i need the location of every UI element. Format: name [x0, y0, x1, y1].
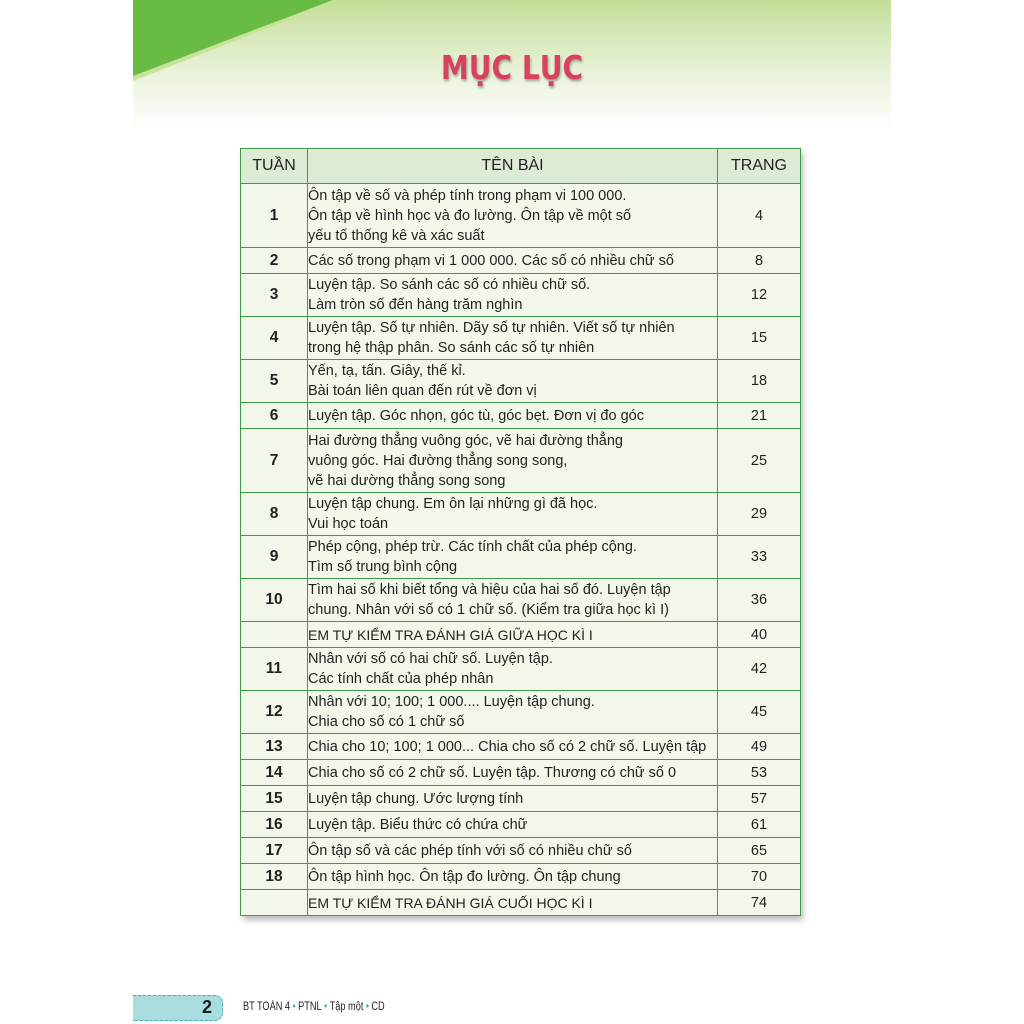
page-number-cell: 61 — [718, 812, 801, 838]
toc-row — [241, 760, 801, 786]
week-cell: 5 — [241, 360, 308, 403]
week-cell — [241, 622, 308, 648]
separator-dot-icon: • — [324, 1001, 328, 1013]
column-header-week: TUẦN — [241, 149, 308, 184]
toc-row — [241, 691, 801, 734]
lesson-title-cell — [308, 274, 718, 317]
week-cell: 7 — [241, 429, 308, 493]
lesson-title-line: Luyện tập. So sánh các số có nhiều chữ số. — [308, 277, 591, 293]
toc-row — [241, 734, 801, 760]
page-number-cell: 49 — [718, 734, 801, 760]
toc-body — [241, 184, 801, 916]
week-cell: 11 — [241, 648, 308, 691]
page-number-cell: 53 — [718, 760, 801, 786]
lesson-title-cell — [308, 317, 718, 360]
page-number-cell: 29 — [718, 493, 801, 536]
separator-dot-icon: • — [365, 1001, 369, 1013]
toc-row — [241, 838, 801, 864]
toc-row — [241, 248, 801, 274]
lesson-title-line: vuông góc. Hai đường thẳng song song, — [308, 452, 568, 469]
lesson-title-line: EM TỰ KIỂM TRA ĐÁNH GIÁ CUỐI HỌC KÌ I — [308, 894, 593, 911]
toc-row — [241, 864, 801, 890]
page-number-cell: 65 — [718, 838, 801, 864]
lesson-title-cell — [308, 864, 718, 890]
toc-row — [241, 648, 801, 691]
lesson-title-line: Tìm hai số khi biết tổng và hiệu của hai số đó. Luyện tập — [308, 582, 671, 598]
week-cell: 12 — [241, 691, 308, 734]
lesson-title-line: Tìm số trung bình cộng — [308, 559, 458, 575]
lesson-title-line: Hai đường thẳng vuông góc, vẽ hai đường thẳng — [308, 432, 623, 449]
lesson-title-line: Ôn tập về số và phép tính trong phạm vi 100 000. — [308, 187, 627, 204]
week-cell: 14 — [241, 760, 308, 786]
toc-row — [241, 317, 801, 360]
page-footer — [133, 995, 891, 1023]
page-number-cell: 15 — [718, 317, 801, 360]
week-cell: 8 — [241, 493, 308, 536]
lesson-title-cell — [308, 812, 718, 838]
separator-dot-icon: • — [292, 1001, 296, 1013]
week-cell: 3 — [241, 274, 308, 317]
lesson-title-line: Làm tròn số đến hàng trăm nghìn — [308, 297, 523, 313]
lesson-title-cell — [308, 734, 718, 760]
toc-table — [240, 148, 801, 916]
page-number-cell: 74 — [718, 890, 801, 916]
lesson-title-cell — [308, 622, 718, 648]
lesson-title-cell — [308, 429, 718, 493]
week-cell: 16 — [241, 812, 308, 838]
lesson-title-line: Chia cho số có 2 chữ số. Luyện tập. Thương có chữ số 0 — [308, 764, 677, 781]
lesson-title-cell — [308, 691, 718, 734]
week-cell: 2 — [241, 248, 308, 274]
page-number-cell: 18 — [718, 360, 801, 403]
book-info — [243, 1001, 385, 1013]
lesson-title-line: Luyện tập chung. Em ôn lại những gì đã học. — [308, 496, 598, 512]
lesson-title-line: Luyện tập. Góc nhọn, góc tù, góc bẹt. Đơn vị đo góc — [308, 407, 644, 424]
lesson-title-line: Luyện tập. Số tự nhiên. Dãy số tự nhiên. Viết số tự nhiên — [308, 320, 675, 336]
toc-row — [241, 579, 801, 622]
week-cell: 4 — [241, 317, 308, 360]
toc-row — [241, 786, 801, 812]
lesson-title-cell — [308, 403, 718, 429]
lesson-title-line: Bài toán liên quan đến rút về đơn vị — [308, 383, 537, 399]
toc-row — [241, 536, 801, 579]
toc-row — [241, 622, 801, 648]
lesson-title-line: Nhân với 10; 100; 1 000.... Luyện tập chung. — [308, 694, 595, 710]
lesson-title-cell — [308, 493, 718, 536]
lesson-title-cell — [308, 536, 718, 579]
lesson-title-cell — [308, 838, 718, 864]
lesson-title-line: Chia cho 10; 100; 1 000... Chia cho số có 2 chữ số. Luyện tập — [308, 738, 707, 755]
page-number-cell: 33 — [718, 536, 801, 579]
page-number-cell: 25 — [718, 429, 801, 493]
page-number-cell: 40 — [718, 622, 801, 648]
page-number-cell: 57 — [718, 786, 801, 812]
lesson-title-line: trong hệ thập phân. So sánh các số tự nhiên — [308, 340, 595, 356]
page-number: 2 — [201, 997, 212, 1017]
book-volume: Tập một — [329, 1001, 364, 1013]
toc-row — [241, 403, 801, 429]
week-cell: 15 — [241, 786, 308, 812]
lesson-title-line: yếu tố thống kê và xác suất — [308, 227, 485, 244]
toc-row — [241, 429, 801, 493]
lesson-title-cell — [308, 890, 718, 916]
page-number-cell: 12 — [718, 274, 801, 317]
lesson-title-line: Phép cộng, phép trừ. Các tính chất của phép cộng. — [308, 539, 637, 555]
book-series: PTNL — [298, 1001, 322, 1013]
lesson-title-line: Luyện tập chung. Ước lượng tính — [308, 790, 524, 807]
page-title: MỤC LỤC — [440, 48, 584, 87]
lesson-title-cell — [308, 648, 718, 691]
lesson-title-line: Ôn tập về hình học và đo lường. Ôn tập về một số — [308, 207, 632, 224]
lesson-title-line: Luyện tập. Biểu thức có chứa chữ — [308, 816, 528, 833]
toc-row — [241, 890, 801, 916]
page-number-cell: 70 — [718, 864, 801, 890]
page-number-tab — [133, 995, 223, 1021]
lesson-title-cell — [308, 184, 718, 248]
book-title: BT TOÁN 4 — [243, 1001, 291, 1013]
lesson-title-line: EM TỰ KIỂM TRA ĐÁNH GIÁ GIỮA HỌC KÌ I — [308, 626, 593, 643]
toc-row — [241, 274, 801, 317]
page-number-cell: 42 — [718, 648, 801, 691]
lesson-title-line: Yến, tạ, tấn. Giây, thế kỉ. — [308, 363, 466, 379]
week-cell — [241, 890, 308, 916]
week-cell: 18 — [241, 864, 308, 890]
lesson-title-cell — [308, 786, 718, 812]
table-of-contents — [240, 148, 800, 916]
lesson-title-line: Chia cho số có 1 chữ số — [308, 714, 465, 730]
lesson-title-line: Ôn tập số và các phép tính với số có nhiều chữ số — [308, 842, 632, 859]
page-number-cell: 45 — [718, 691, 801, 734]
header-band — [133, 0, 891, 130]
lesson-title-line: Vui học toán — [308, 516, 389, 532]
week-cell: 10 — [241, 579, 308, 622]
lesson-title-cell — [308, 248, 718, 274]
lesson-title-line: vẽ hai dường thẳng song song — [308, 472, 506, 489]
week-cell: 6 — [241, 403, 308, 429]
toc-row — [241, 184, 801, 248]
week-cell: 1 — [241, 184, 308, 248]
page-number-cell: 8 — [718, 248, 801, 274]
column-header-page: TRANG — [718, 149, 801, 184]
lesson-title-line: Các tính chất của phép nhân — [308, 671, 494, 687]
book-edition: CD — [371, 1001, 385, 1013]
toc-header-row — [241, 149, 801, 184]
page-number-cell: 4 — [718, 184, 801, 248]
page-number-cell: 36 — [718, 579, 801, 622]
lesson-title-cell — [308, 360, 718, 403]
lesson-title-line: Nhân với số có hai chữ số. Luyện tập. — [308, 651, 553, 667]
week-cell: 17 — [241, 838, 308, 864]
page-number-cell: 21 — [718, 403, 801, 429]
week-cell: 9 — [241, 536, 308, 579]
toc-row — [241, 493, 801, 536]
lesson-title-line: Các số trong phạm vi 1 000 000. Các số có nhiều chữ số — [308, 252, 674, 269]
column-header-title: TÊN BÀI — [308, 149, 718, 184]
toc-row — [241, 812, 801, 838]
lesson-title-line: chung. Nhân với số có 1 chữ số. (Kiểm tra giữa học kì I) — [308, 602, 669, 618]
document-page — [133, 0, 891, 1024]
week-cell: 13 — [241, 734, 308, 760]
lesson-title-cell — [308, 760, 718, 786]
lesson-title-line: Ôn tập hình học. Ôn tập đo lường. Ôn tập chung — [308, 868, 621, 885]
lesson-title-cell — [308, 579, 718, 622]
toc-row — [241, 360, 801, 403]
